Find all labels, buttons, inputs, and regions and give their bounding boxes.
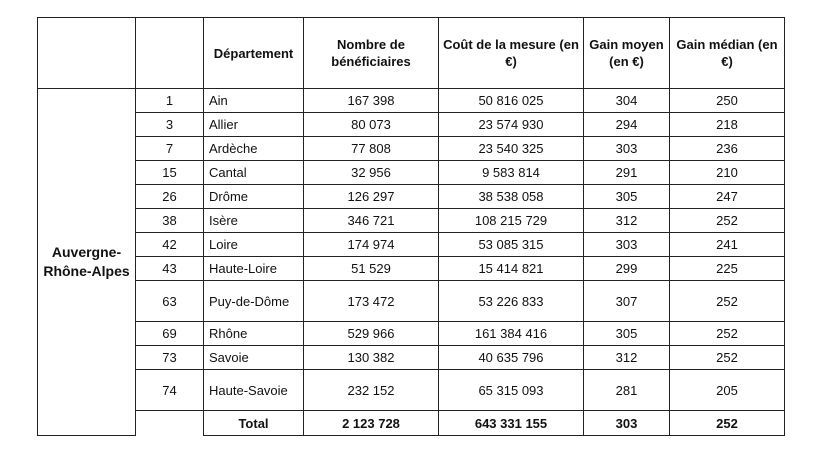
beneficiaires-cell: 32 956 bbox=[304, 161, 439, 185]
table-row bbox=[38, 322, 785, 346]
cout-cell: 23 574 930 bbox=[439, 113, 584, 137]
gain-moyen-cell: 303 bbox=[584, 233, 670, 257]
total-beneficiaires: 2 123 728 bbox=[304, 411, 439, 436]
gain-median-cell: 250 bbox=[670, 89, 785, 113]
total-gain-moyen: 303 bbox=[584, 411, 670, 436]
gain-moyen-cell: 299 bbox=[584, 257, 670, 281]
dept-name: Loire bbox=[204, 233, 304, 257]
cout-cell: 53 085 315 bbox=[439, 233, 584, 257]
beneficiaires-cell: 77 808 bbox=[304, 137, 439, 161]
gain-median-cell: 241 bbox=[670, 233, 785, 257]
header-row bbox=[38, 18, 785, 89]
dept-name: Haute-Savoie bbox=[204, 370, 304, 411]
beneficiaires-cell: 167 398 bbox=[304, 89, 439, 113]
total-label: Total bbox=[204, 411, 304, 436]
header-cout: Coût de la mesure (en €) bbox=[439, 18, 584, 89]
beneficiaries-table bbox=[37, 17, 785, 436]
cout-cell: 50 816 025 bbox=[439, 89, 584, 113]
dept-code: 38 bbox=[136, 209, 204, 233]
region-label: Auvergne-Rhône-Alpes bbox=[38, 89, 136, 436]
gain-median-cell: 210 bbox=[670, 161, 785, 185]
gain-moyen-cell: 307 bbox=[584, 281, 670, 322]
dept-name: Haute-Loire bbox=[204, 257, 304, 281]
cout-cell: 65 315 093 bbox=[439, 370, 584, 411]
dept-code: 69 bbox=[136, 322, 204, 346]
total-gain-median: 252 bbox=[670, 411, 785, 436]
beneficiaires-cell: 126 297 bbox=[304, 185, 439, 209]
dept-code: 15 bbox=[136, 161, 204, 185]
cout-cell: 9 583 814 bbox=[439, 161, 584, 185]
dept-code: 43 bbox=[136, 257, 204, 281]
table-row bbox=[38, 233, 785, 257]
dept-code: 1 bbox=[136, 89, 204, 113]
cout-cell: 23 540 325 bbox=[439, 137, 584, 161]
beneficiaires-cell: 51 529 bbox=[304, 257, 439, 281]
gain-median-cell: 247 bbox=[670, 185, 785, 209]
dept-code: 42 bbox=[136, 233, 204, 257]
beneficiaires-cell: 80 073 bbox=[304, 113, 439, 137]
gain-moyen-cell: 291 bbox=[584, 161, 670, 185]
cout-cell: 161 384 416 bbox=[439, 322, 584, 346]
gain-moyen-cell: 281 bbox=[584, 370, 670, 411]
header-departement: Département bbox=[204, 18, 304, 89]
dept-code: 63 bbox=[136, 281, 204, 322]
table-row bbox=[38, 137, 785, 161]
table-row bbox=[38, 89, 785, 113]
gain-median-cell: 225 bbox=[670, 257, 785, 281]
table-row bbox=[38, 161, 785, 185]
beneficiaires-cell: 130 382 bbox=[304, 346, 439, 370]
cout-cell: 53 226 833 bbox=[439, 281, 584, 322]
gain-median-cell: 218 bbox=[670, 113, 785, 137]
beneficiaires-cell: 529 966 bbox=[304, 322, 439, 346]
dept-name: Isère bbox=[204, 209, 304, 233]
table-row bbox=[38, 281, 785, 322]
header-blank-code bbox=[136, 18, 204, 89]
dept-name: Puy-de-Dôme bbox=[204, 281, 304, 322]
header-blank-region bbox=[38, 18, 136, 89]
table-row bbox=[38, 185, 785, 209]
table-row bbox=[38, 113, 785, 137]
gain-moyen-cell: 294 bbox=[584, 113, 670, 137]
gain-median-cell: 236 bbox=[670, 137, 785, 161]
table-row bbox=[38, 257, 785, 281]
gain-moyen-cell: 305 bbox=[584, 322, 670, 346]
header-beneficiaires: Nombre de bénéficiaires bbox=[304, 18, 439, 89]
cout-cell: 38 538 058 bbox=[439, 185, 584, 209]
gain-moyen-cell: 304 bbox=[584, 89, 670, 113]
dept-code: 74 bbox=[136, 370, 204, 411]
header-gain-moyen: Gain moyen (en €) bbox=[584, 18, 670, 89]
dept-name: Cantal bbox=[204, 161, 304, 185]
total-cout: 643 331 155 bbox=[439, 411, 584, 436]
header-gain-median: Gain médian (en €) bbox=[670, 18, 785, 89]
dept-name: Allier bbox=[204, 113, 304, 137]
gain-median-cell: 205 bbox=[670, 370, 785, 411]
beneficiaires-cell: 232 152 bbox=[304, 370, 439, 411]
total-blank-cell bbox=[136, 411, 204, 436]
gain-moyen-cell: 303 bbox=[584, 137, 670, 161]
gain-moyen-cell: 312 bbox=[584, 209, 670, 233]
dept-code: 7 bbox=[136, 137, 204, 161]
table-row bbox=[38, 346, 785, 370]
dept-code: 73 bbox=[136, 346, 204, 370]
cout-cell: 15 414 821 bbox=[439, 257, 584, 281]
total-row bbox=[38, 411, 785, 436]
gain-median-cell: 252 bbox=[670, 209, 785, 233]
gain-moyen-cell: 305 bbox=[584, 185, 670, 209]
dept-code: 3 bbox=[136, 113, 204, 137]
table-row bbox=[38, 370, 785, 411]
gain-median-cell: 252 bbox=[670, 322, 785, 346]
dept-name: Rhône bbox=[204, 322, 304, 346]
gain-median-cell: 252 bbox=[670, 281, 785, 322]
cout-cell: 40 635 796 bbox=[439, 346, 584, 370]
beneficiaires-cell: 173 472 bbox=[304, 281, 439, 322]
dept-name: Drôme bbox=[204, 185, 304, 209]
dept-name: Ain bbox=[204, 89, 304, 113]
gain-moyen-cell: 312 bbox=[584, 346, 670, 370]
dept-name: Ardèche bbox=[204, 137, 304, 161]
table-row bbox=[38, 209, 785, 233]
cout-cell: 108 215 729 bbox=[439, 209, 584, 233]
beneficiaires-cell: 346 721 bbox=[304, 209, 439, 233]
dept-code: 26 bbox=[136, 185, 204, 209]
dept-name: Savoie bbox=[204, 346, 304, 370]
beneficiaires-cell: 174 974 bbox=[304, 233, 439, 257]
gain-median-cell: 252 bbox=[670, 346, 785, 370]
